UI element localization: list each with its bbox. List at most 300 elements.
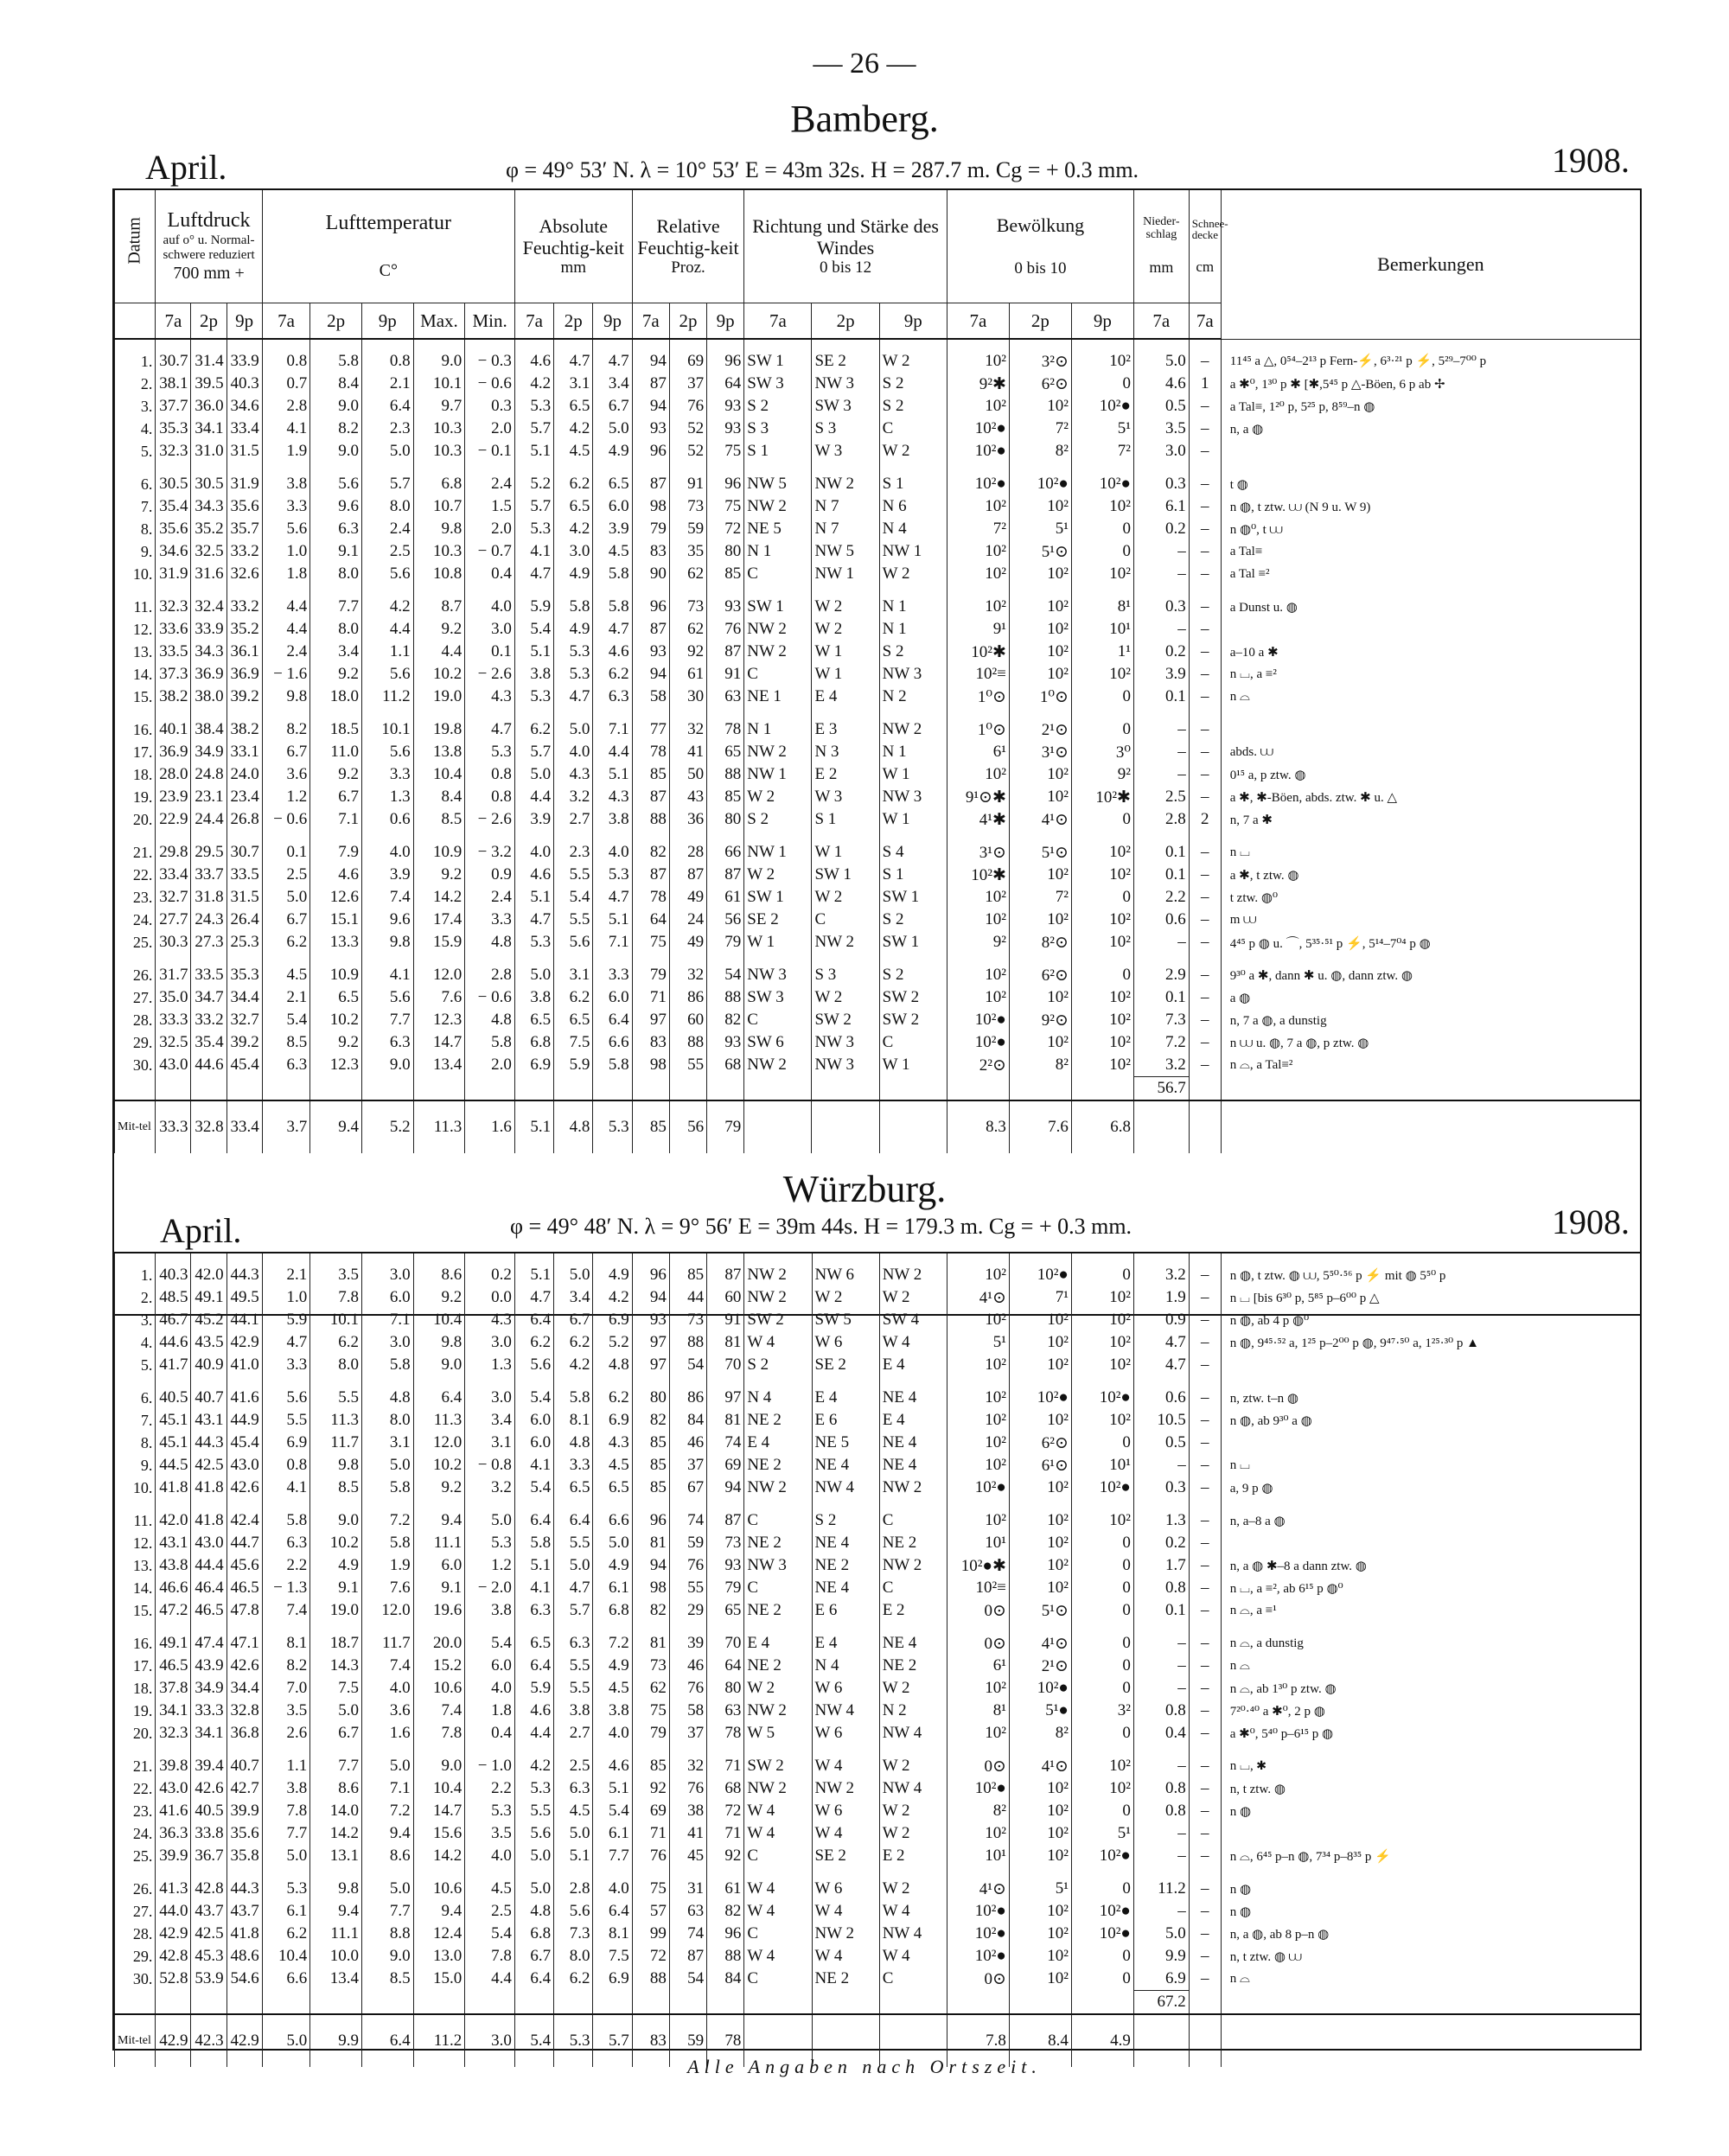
value-cell: 0.1 [1133,686,1189,708]
value-cell: 5.8 [593,563,632,585]
value-cell: 3.1 [361,1432,413,1454]
value-cell: 5.5 [554,864,593,886]
sub-7a: 7a [1133,303,1189,340]
sub-2p: 2p [812,303,879,340]
value-cell: 5.1 [514,440,553,462]
value-cell: E 4 [879,1409,947,1432]
value-cell: 2.2 [1133,886,1189,909]
value-cell: 6¹ [947,1655,1009,1677]
value-cell: 6.2 [593,1376,632,1409]
value-cell: 87 [632,864,669,886]
value-cell: 2.8 [554,1867,593,1900]
value-cell: E 4 [812,1376,879,1409]
empty-cell [593,1991,632,2015]
value-cell: 4.2 [514,373,553,395]
value-cell: 5.5 [262,1409,310,1432]
value-cell: 2.4 [262,641,310,663]
value-cell: 7.3 [1133,1009,1189,1031]
value-cell: 34.9 [191,741,226,763]
empty-cell [879,1077,947,1101]
value-cell: 66 [707,831,744,864]
value-cell: 5.2 [514,462,553,495]
value-cell: 5.5 [554,1655,593,1677]
value-cell: 3.4 [593,373,632,395]
value-cell: 71 [632,986,669,1009]
day-cell: 15. [115,1599,156,1622]
value-cell: 10² [1009,1900,1071,1923]
value-cell: 5.0 [554,1822,593,1845]
value-cell: W 4 [744,1945,812,1968]
value-cell: 41.7 [156,1354,191,1376]
value-cell: 2.0 [465,418,515,440]
remark-cell: n ◍, t ztw. ◍ ⩊, 5⁵⁰·⁵⁶ p ⚡ mit ◍ 5⁵⁰ p [1221,1253,1640,1286]
value-cell: 5.8 [262,1499,310,1532]
value-cell: N 4 [744,1376,812,1409]
value-cell: 8² [1009,440,1071,462]
value-cell: 15.9 [413,931,465,954]
table-row [115,1622,1641,1655]
sub-9p: 9p [707,303,744,340]
value-cell: 12.0 [413,954,465,986]
value-cell: 10² [947,585,1009,618]
mean-value: 3.0 [465,2014,515,2067]
value-cell: 9¹⊙✱ [947,786,1009,808]
value-cell: 9.0 [310,1499,362,1532]
value-cell: 34.6 [156,540,191,563]
value-cell: 10² [1009,1309,1071,1331]
value-cell: 33.7 [191,864,226,886]
sub-min: Min. [465,303,515,340]
value-cell: 2.3 [554,831,593,864]
value-cell: 31.6 [191,563,226,585]
value-cell: N 1 [879,585,947,618]
value-cell: 7.2 [593,1622,632,1655]
value-cell: 7² [1071,440,1133,462]
value-cell: 91 [707,663,744,686]
value-cell: 33.3 [156,1009,191,1031]
value-cell: 34.3 [191,641,226,663]
value-cell: 54 [669,1354,706,1376]
remark-cell: a ◍ [1221,986,1640,1009]
value-cell: 24.8 [191,763,226,786]
value-cell: 3.3 [593,954,632,986]
value-cell: 7² [947,518,1009,540]
day-cell: 8. [115,1432,156,1454]
value-cell: 6.5 [593,462,632,495]
value-cell: 10.3 [413,418,465,440]
value-cell: 2 [1189,808,1221,831]
value-cell: W 2 [879,1745,947,1777]
value-cell: 78 [632,886,669,909]
remark-cell: n, a ◍ [1221,418,1640,440]
value-cell: 35.6 [226,495,262,518]
table-row [115,1577,1641,1599]
value-cell: SE 2 [812,1845,879,1867]
value-cell: 4.4 [361,618,413,641]
table-row [115,786,1641,808]
value-cell: 87 [669,1945,706,1968]
value-cell: 1.5 [465,495,515,518]
empty-cell [1221,1077,1640,1101]
day-cell: 10. [115,1477,156,1499]
value-cell: NW 1 [812,563,879,585]
value-cell: 10² [1009,663,1071,686]
value-cell: 32.4 [191,585,226,618]
value-cell: 5¹ [1071,1822,1133,1845]
mean-value [1133,1100,1189,1153]
value-cell: 4.5 [554,1800,593,1822]
value-cell: 8²⊙ [1009,931,1071,954]
value-cell: NW 2 [879,1554,947,1577]
empty-cell [669,1991,706,2015]
table-row [115,931,1641,954]
value-cell: 12.3 [413,1009,465,1031]
value-cell: – [1133,1677,1189,1700]
value-cell: 10² [947,763,1009,786]
year-label-bamberg: 1908. [1552,141,1630,180]
value-cell: 1 [1189,373,1221,395]
table-row [115,954,1641,986]
value-cell: 73 [669,1309,706,1331]
value-cell: 42.0 [156,1499,191,1532]
value-cell: 8.0 [310,618,362,641]
value-cell: C [744,1577,812,1599]
value-cell: – [1133,708,1189,741]
day-cell: 26. [115,1867,156,1900]
value-cell: 2.1 [262,1253,310,1286]
remark-cell: t ztw. ◍⁰ [1221,886,1640,909]
value-cell: 10.4 [413,1777,465,1800]
day-cell: 3. [115,395,156,418]
day-cell: 17. [115,741,156,763]
table-row [115,1923,1641,1945]
value-cell: 10²● [947,1923,1009,1945]
value-cell: 0.6 [1133,909,1189,931]
value-cell: 41.8 [191,1499,226,1532]
value-cell: 93 [707,1031,744,1054]
value-cell: 10²● [1009,1253,1071,1286]
value-cell: 3.3 [262,495,310,518]
value-cell: 5.0 [361,1867,413,1900]
value-cell: 10²● [1071,1845,1133,1867]
value-cell: 79 [632,518,669,540]
value-cell: 4.1 [514,1577,553,1599]
value-cell: 98 [632,1054,669,1077]
value-cell: 7.7 [361,1009,413,1031]
value-cell: 5¹ [1071,418,1133,440]
value-cell: – [1133,741,1189,763]
value-cell: 4.8 [554,1432,593,1454]
value-cell: 6.2 [554,986,593,1009]
value-cell: – [1133,1900,1189,1923]
value-cell: 6.0 [593,495,632,518]
mean-value: 5.7 [593,2014,632,2067]
value-cell: 5.8 [465,1031,515,1054]
value-cell: 1.3 [361,786,413,808]
mean-value [1189,1100,1221,1153]
value-cell: 3²⊙ [1009,339,1071,373]
value-cell: 2.0 [465,1054,515,1077]
value-cell: 0⊙ [947,1599,1009,1622]
value-cell: 8.6 [361,1845,413,1867]
table-row [115,831,1641,864]
value-cell: 13.3 [310,931,362,954]
value-cell: E 2 [879,1845,947,1867]
value-cell: 87 [632,373,669,395]
value-cell: 30.3 [156,931,191,954]
remark-cell: n, 7 a ✱ [1221,808,1640,831]
value-cell: NW 1 [879,540,947,563]
value-cell: 4.2 [554,1354,593,1376]
value-cell: 6.6 [593,1031,632,1054]
day-cell: 16. [115,708,156,741]
value-cell: 8.6 [413,1253,465,1286]
value-cell: 10² [1071,909,1133,931]
value-cell: E 4 [744,1622,812,1655]
value-cell: 5.0 [262,886,310,909]
value-cell: S 1 [879,462,947,495]
value-cell: 7.1 [593,708,632,741]
value-cell: N 4 [879,518,947,540]
value-cell: 7.0 [262,1677,310,1700]
value-cell: 5.0 [1133,339,1189,373]
value-cell: S 2 [879,373,947,395]
value-cell: – [1189,1968,1221,1991]
value-cell: 1.9 [361,1554,413,1577]
value-cell: W 5 [744,1722,812,1745]
value-cell: 46.6 [156,1577,191,1599]
value-cell: 0 [1071,886,1133,909]
day-cell: 10. [115,563,156,585]
value-cell: 87 [707,1499,744,1532]
value-cell: 6.3 [593,686,632,708]
table-row [115,741,1641,763]
value-cell: 41 [669,741,706,763]
value-cell: 5.4 [262,1009,310,1031]
value-cell: 6.2 [554,1331,593,1354]
value-cell: NW 6 [812,1253,879,1286]
table-row [115,1700,1641,1722]
mean-value: 6.8 [1071,1100,1133,1153]
value-cell: 3.0 [465,1376,515,1409]
value-cell: W 2 [812,886,879,909]
value-cell: 41.6 [226,1376,262,1409]
value-cell: 9.0 [413,1354,465,1376]
value-cell: 0.1 [262,831,310,864]
value-cell: 42.0 [191,1253,226,1286]
value-cell: C [879,1031,947,1054]
value-cell: − 2.0 [465,1577,515,1599]
value-cell: 3.6 [262,763,310,786]
value-cell: 4.7 [593,618,632,641]
value-cell: 36.0 [191,395,226,418]
value-cell: 9.4 [413,1900,465,1923]
value-cell: 6.9 [593,1409,632,1432]
value-cell: 4.7 [514,563,553,585]
value-cell: 7.8 [413,1722,465,1745]
value-cell: 10.3 [413,540,465,563]
mean-value: 5.2 [361,1100,413,1153]
value-cell: 44.3 [226,1253,262,1286]
value-cell: 12.4 [413,1923,465,1945]
value-cell: 5.6 [361,663,413,686]
value-cell: N 2 [879,1700,947,1722]
value-cell: 5.0 [554,708,593,741]
value-cell: 97 [632,1331,669,1354]
value-cell: – [1133,618,1189,641]
value-cell: 93 [707,395,744,418]
value-cell: 8.1 [593,1923,632,1945]
value-cell: 0 [1071,708,1133,741]
value-cell: 7¹ [1009,1286,1071,1309]
mean-value: 42.9 [156,2014,191,2067]
value-cell: 0.6 [1133,1376,1189,1409]
table-row [115,1722,1641,1745]
value-cell: 10² [947,1722,1009,1745]
value-cell: 6.8 [514,1923,553,1945]
day-cell: 24. [115,1822,156,1845]
value-cell: 81 [632,1622,669,1655]
value-cell: 32.5 [156,1031,191,1054]
value-cell: 48.5 [156,1286,191,1309]
value-cell: 35.2 [191,518,226,540]
value-cell: 10² [947,563,1009,585]
value-cell: 4.4 [514,1722,553,1745]
value-cell: 75 [632,1700,669,1722]
value-cell: 93 [632,1309,669,1331]
table-row [115,686,1641,708]
value-cell: 39.9 [226,1800,262,1822]
value-cell: – [1189,440,1221,462]
table-bamberg [112,188,1642,1316]
col-niederschlag: Nieder-schlag [1143,214,1180,241]
value-cell: W 6 [812,1867,879,1900]
value-cell: 0.1 [1133,864,1189,886]
value-cell: 42.9 [226,1331,262,1354]
value-cell: 0.1 [1133,986,1189,1009]
remark-cell [1221,1822,1640,1845]
month-label-bamberg: April. [145,148,227,187]
value-cell: 32.7 [156,886,191,909]
remark-cell: a Tal ≡² [1221,563,1640,585]
value-cell: 4.1 [514,540,553,563]
value-cell: 33.4 [226,418,262,440]
value-cell: 4.7 [514,1286,553,1309]
value-cell: 64 [632,909,669,931]
value-cell: 43.0 [156,1777,191,1800]
value-cell: 63 [707,686,744,708]
sub-7a: 7a [632,303,669,340]
value-cell: 59 [669,1532,706,1554]
col-rel-feuchte: Relative Feuchtig-keit [637,214,739,259]
value-cell: 4.9 [593,1554,632,1577]
value-cell: 0 [1071,954,1133,986]
value-cell: 9.1 [310,540,362,563]
value-cell: 96 [707,462,744,495]
value-cell: 4.5 [262,954,310,986]
value-cell: 76 [669,1554,706,1577]
value-cell: – [1189,1054,1221,1077]
value-cell: 1.8 [262,563,310,585]
remark-cell: n, ztw. t–n ◍ [1221,1376,1640,1409]
value-cell: – [1133,931,1189,954]
table-row [115,540,1641,563]
value-cell: 38.2 [156,686,191,708]
value-cell: 26.4 [226,909,262,931]
value-cell: 10.2 [413,663,465,686]
value-cell: 55 [669,1054,706,1077]
value-cell: 46.5 [226,1577,262,1599]
value-cell: 85 [707,563,744,585]
table-row [115,1376,1641,1409]
sub-7a: 7a [947,303,1009,340]
value-cell: NW 2 [744,741,812,763]
value-cell: 10² [947,909,1009,931]
value-cell: 5.3 [465,1800,515,1822]
day-cell: 4. [115,1331,156,1354]
empty-cell [361,1077,413,1101]
value-cell: 85 [632,1432,669,1454]
value-cell: 5.8 [593,1054,632,1077]
precipitation-sum: 67.2 [1133,1991,1189,2015]
value-cell: NE 2 [744,1599,812,1622]
value-cell: W 2 [879,440,947,462]
value-cell: 42.4 [226,1499,262,1532]
value-cell: 45.2 [191,1309,226,1331]
value-cell: 5¹⊙ [1009,831,1071,864]
value-cell: 6.9 [1133,1968,1189,1991]
value-cell: 4.9 [593,1655,632,1677]
value-cell: 5.9 [514,1677,553,1700]
value-cell: 65 [707,1599,744,1622]
value-cell: W 4 [879,1945,947,1968]
value-cell: 44.1 [226,1309,262,1331]
value-cell: C [744,1009,812,1031]
value-cell: 8.1 [262,1622,310,1655]
value-cell: 88 [632,808,669,831]
value-cell: 87 [669,864,706,886]
value-cell: 5.3 [514,395,553,418]
value-cell: NW 3 [812,373,879,395]
value-cell: – [1189,585,1221,618]
value-cell: 40.5 [156,1376,191,1409]
value-cell: 7.6 [361,1577,413,1599]
value-cell: 86 [669,986,706,1009]
value-cell: 35.7 [226,518,262,540]
value-cell: 0.5 [1133,395,1189,418]
value-cell: S 4 [879,831,947,864]
value-cell: 42.5 [191,1454,226,1477]
day-cell: 1. [115,1253,156,1286]
value-cell: 0.2 [1133,641,1189,663]
value-cell: E 4 [744,1432,812,1454]
value-cell: NW 2 [744,495,812,518]
value-cell: 6.4 [514,1655,553,1677]
value-cell: C [879,1577,947,1599]
value-cell: SW 2 [744,1745,812,1777]
footer-note: Alle Angaben nach Ortszeit. [687,2056,1042,2077]
day-cell: 15. [115,686,156,708]
value-cell: SW 1 [879,931,947,954]
value-cell: 7.1 [361,1309,413,1331]
day-cell: 26. [115,954,156,986]
empty-cell [262,1991,310,2015]
value-cell: 80 [707,808,744,831]
value-cell: 3.8 [514,986,553,1009]
empty-cell [1221,1100,1640,1153]
value-cell: 4.8 [514,1900,553,1923]
value-cell: 32 [669,1745,706,1777]
